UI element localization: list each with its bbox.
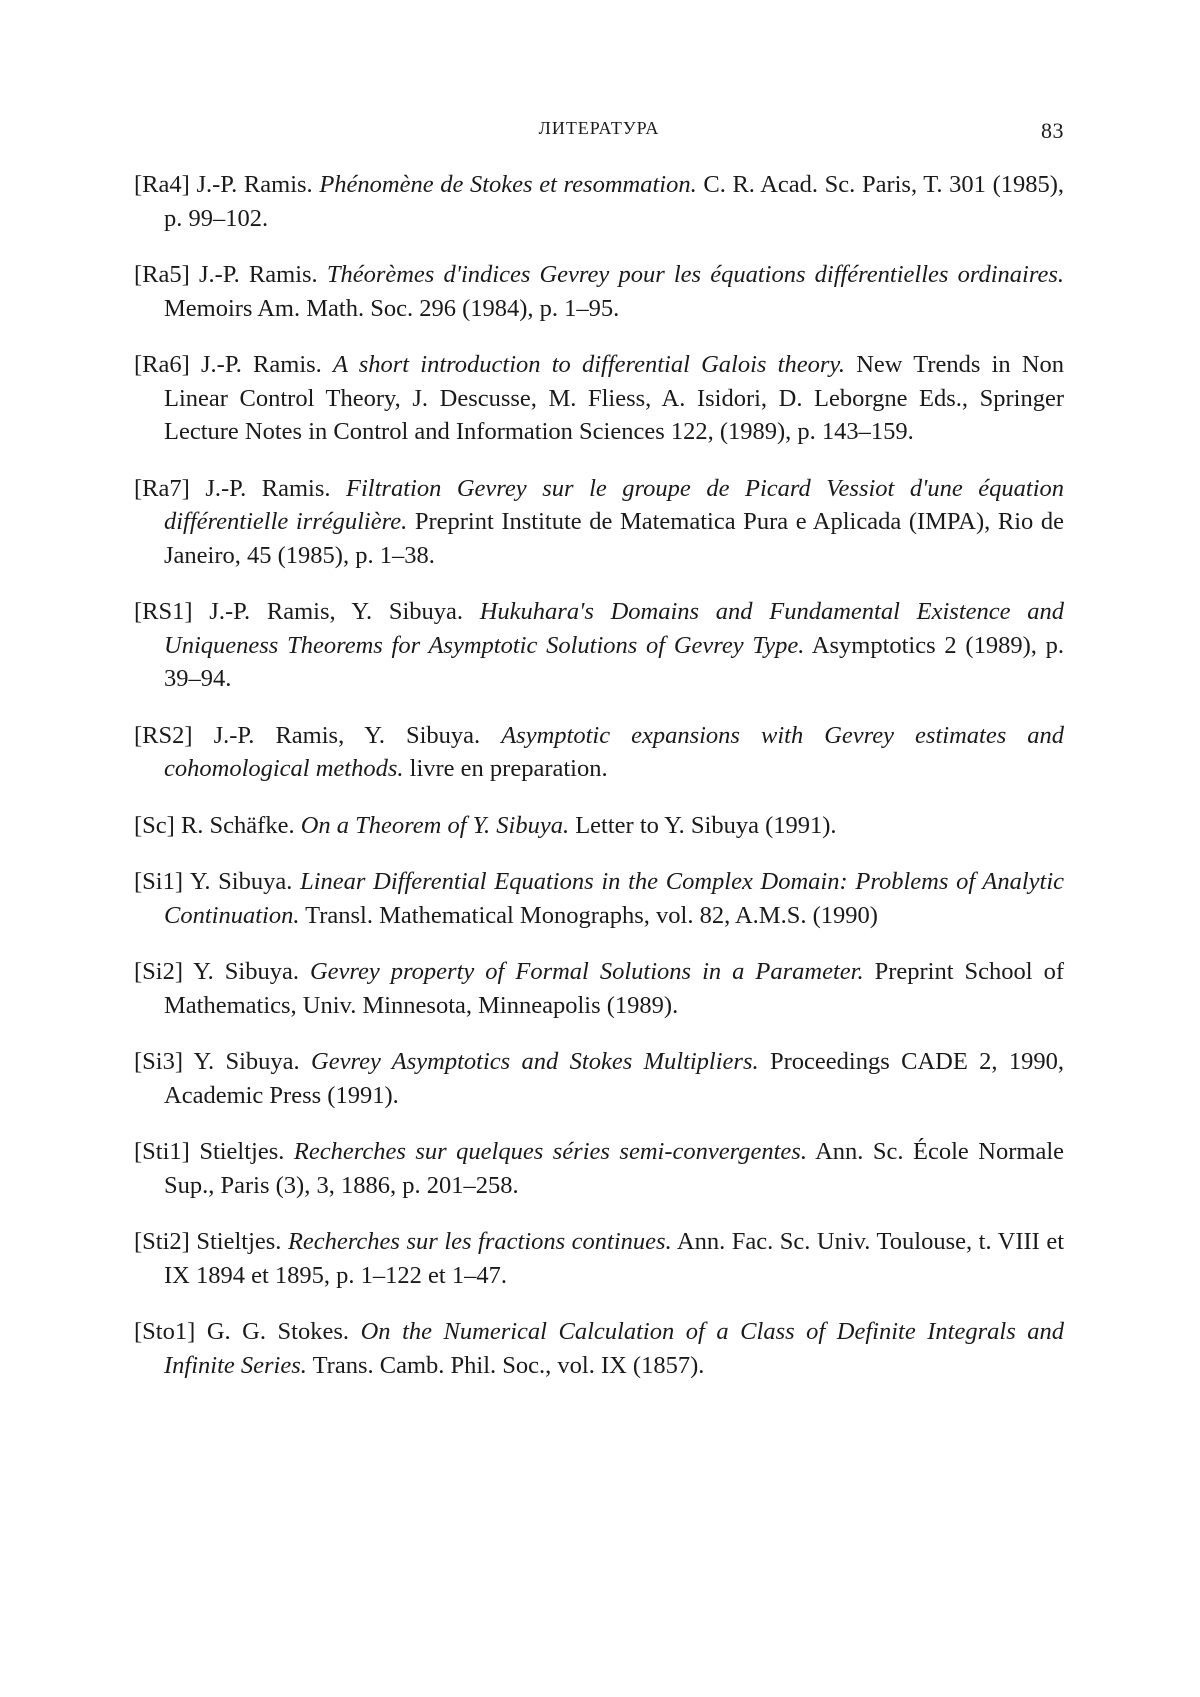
running-title: ЛИТЕРАТУРА <box>538 118 660 138</box>
reference-label: [RS2] <box>134 721 193 749</box>
reference-entry <box>134 955 1064 1022</box>
reference-label: [Si3] <box>134 1048 183 1075</box>
reference-source: Transl. Mathematical Monographs, vol. 82, A.M.S. (1990) <box>305 901 878 929</box>
reference-source: Proceedings CADE 2, 1990, Academic Press (1991). <box>164 1048 1065 1109</box>
reference-label: [Si1] <box>134 868 183 895</box>
reference-title: Asymptotic expansions with Gevrey estimates and cohomological methods. <box>164 721 1065 782</box>
reference-label: [Sto1] <box>134 1318 196 1345</box>
reference-entry <box>134 168 1064 235</box>
reference-authors: J.-P. Ramis. <box>201 351 322 378</box>
reference-source: Preprint School of Mathematics, Univ. Minnesota, Minneapolis (1989). <box>164 958 1065 1019</box>
reference-title: Phénomène de Stokes et resommation. <box>319 171 697 198</box>
reference-source: livre en preparation. <box>409 755 608 782</box>
reference-source: Ann. Fac. Sc. Univ. Toulouse, t. VIII et IX 1894 et 1895, p. 1–122 et 1–47. <box>164 1228 1065 1289</box>
reference-source: New Trends in Non Linear Control Theory, J. Descusse, M. Fliess, A. Isidori, D. Leborgne Eds., Springer Lecture Notes in Control and Information Sciences 122, (1989), p. 143–159. <box>164 351 1065 445</box>
reference-source: C. R. Acad. Sc. Paris, T. 301 (1985), p. 99–102. <box>164 171 1065 232</box>
reference-entry <box>134 1225 1064 1292</box>
reference-title: On the Numerical Calculation of a Class of Definite Integrals and Infinite Series. <box>164 1318 1065 1379</box>
reference-label: [Ra7] <box>134 474 190 502</box>
reference-authors: G. G. Stokes. <box>206 1318 350 1345</box>
reference-entry <box>134 1135 1064 1202</box>
reference-authors: J.-P. Ramis, Y. Sibuya. <box>213 721 481 749</box>
reference-list <box>134 168 1064 1405</box>
reference-label: [Ra4] <box>134 171 190 198</box>
reference-source: Trans. Camb. Phil. Soc., vol. IX (1857). <box>312 1351 705 1379</box>
running-head <box>134 118 1064 148</box>
reference-title: On a Theorem of Y. Sibuya. <box>300 811 570 839</box>
reference-entry <box>134 1045 1064 1112</box>
page-number: 83 <box>1041 118 1064 143</box>
reference-authors: Stieltjes. <box>199 1138 285 1165</box>
reference-authors: Y. Sibuya. <box>193 1048 300 1075</box>
reference-title: Filtration Gevrey sur le groupe de Picard Vessiot d'une équation différentielle irrégulière. <box>164 474 1065 535</box>
reference-source: Preprint Institute de Matematica Pura e Aplicada (IMPA), Rio de Janeiro, 45 (1985), p. 1–38. <box>164 508 1064 569</box>
reference-authors: J.-P. Ramis, Y. Sibuya. <box>209 598 463 625</box>
reference-label: [Sti1] <box>134 1138 190 1165</box>
reference-entry <box>134 258 1064 325</box>
reference-title: Gevrey Asymptotics and Stokes Multipliers. <box>311 1048 759 1075</box>
reference-authors: Stieltjes. <box>196 1228 282 1255</box>
reference-entry <box>134 472 1064 573</box>
reference-entry <box>134 348 1064 449</box>
reference-title: Théorèmes d'indices Gevrey pour les équations différentielles ordinaires. <box>326 261 1064 288</box>
reference-authors: Y. Sibuya. <box>189 868 293 895</box>
reference-label: [Ra5] <box>134 261 190 288</box>
reference-authors: J.-P. Ramis. <box>205 474 331 502</box>
reference-title: Gevrey property of Formal Solutions in a Parameter. <box>309 958 864 985</box>
reference-label: [RS1] <box>134 598 193 625</box>
reference-source: Memoirs Am. Math. Soc. 296 (1984), p. 1–95. <box>164 294 620 322</box>
reference-label: [Sti2] <box>134 1228 190 1255</box>
reference-entry <box>134 719 1064 786</box>
reference-authors: Y. Sibuya. <box>193 958 299 985</box>
reference-entry <box>134 595 1064 696</box>
reference-title: Recherches sur les fractions continues. <box>287 1228 672 1255</box>
reference-title: Linear Differential Equations in the Complex Domain: Problems of Analytic Continuation. <box>164 868 1065 929</box>
reference-title: A short introduction to differential Galois theory. <box>333 351 846 378</box>
reference-entry <box>134 809 1064 843</box>
reference-source: Letter to Y. Sibuya (1991). <box>575 811 837 839</box>
reference-title: Recherches sur quelques séries semi-convergentes. <box>293 1138 807 1165</box>
reference-entry <box>134 1315 1064 1382</box>
reference-entry <box>134 865 1064 932</box>
reference-title: Hukuhara's Domains and Fundamental Existence and Uniqueness Theorems for Asymptotic Solutions of Gevrey Type. <box>164 598 1064 659</box>
reference-label: [Ra6] <box>134 351 190 378</box>
reference-source: Ann. Sc. École Normale Sup., Paris (3), 3, 1886, p. 201–258. <box>164 1138 1064 1199</box>
reference-label: [Sc] <box>134 811 175 839</box>
reference-authors: J.-P. Ramis. <box>196 171 313 198</box>
reference-source: Asymptotics 2 (1989), p. 39–94. <box>164 631 1064 692</box>
reference-label: [Si2] <box>134 958 183 985</box>
reference-authors: J.-P. Ramis. <box>198 261 318 288</box>
reference-authors: R. Schäfke. <box>180 811 295 839</box>
